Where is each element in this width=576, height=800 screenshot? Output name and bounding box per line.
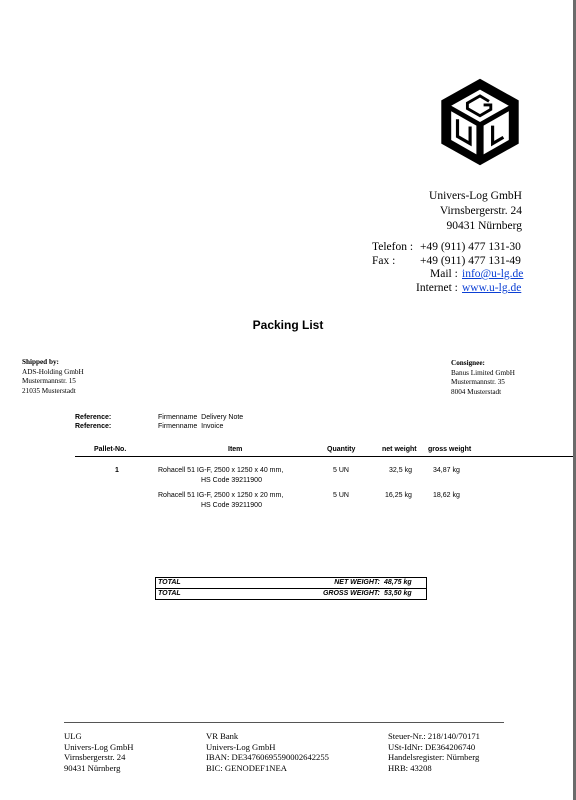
row-net-weight: 16,25 kg xyxy=(385,492,412,499)
pallet-number: 1 xyxy=(115,467,119,474)
footer-line: IBAN: DE34760695590002642255 xyxy=(206,752,329,762)
totals-row-net xyxy=(156,578,426,589)
reference-label: Reference: xyxy=(75,414,112,421)
footer-line: Univers-Log GmbH xyxy=(206,741,276,752)
footer-registry xyxy=(388,731,480,773)
header-divider xyxy=(75,456,573,457)
fax-value: +49 (911) 477 131-49 xyxy=(420,255,521,267)
consignee-street: Mustermannstr. 35 xyxy=(451,378,505,386)
footer-line: VR Bank xyxy=(206,731,239,741)
item-description: Rohacell 51 IG-F, 2500 x 1250 x 20 mm, xyxy=(158,492,284,499)
shipped-by-city: 21035 Musterstadt xyxy=(22,386,76,395)
header-item: Item xyxy=(228,446,243,453)
fax-label: Fax : xyxy=(372,255,396,267)
reference-label: Reference: xyxy=(75,423,112,430)
footer-line: Virnsbergerstr. 24 xyxy=(64,752,126,762)
header-quantity: Quantity xyxy=(327,446,356,453)
shipped-by-street: Mustermannstr. 15 xyxy=(22,377,76,385)
telefon-value: +49 (911) 477 131-30 xyxy=(420,241,521,253)
company-city: 90431 Nürnberg xyxy=(446,220,522,232)
reference-row xyxy=(75,413,243,422)
row-quantity: 5 UN xyxy=(333,467,349,474)
total-value: 48,75 kg xyxy=(384,579,412,586)
footer-line: Handelsregister: Nürnberg xyxy=(388,752,480,762)
row-gross-weight: 34,87 kg xyxy=(433,467,460,474)
footer-line: HRB: 43208 xyxy=(388,762,432,773)
consignee-label: Consignee: xyxy=(451,359,485,367)
document-title: Packing List xyxy=(252,318,324,332)
header-pallet-no: Pallet-No. xyxy=(94,446,127,453)
table-row-item xyxy=(158,466,328,486)
consignee-block xyxy=(451,359,515,397)
shipped-by-label: Shipped by: xyxy=(22,358,59,366)
item-hs-code: HS Code 39211900 xyxy=(201,477,262,484)
references xyxy=(75,413,243,431)
footer-bank xyxy=(206,731,329,773)
total-value: 53,50 kg xyxy=(384,590,412,597)
total-label: TOTAL xyxy=(158,579,181,586)
mail-label: Mail : xyxy=(430,268,458,280)
company-address xyxy=(429,189,522,234)
footer-divider xyxy=(64,722,504,723)
reference-value: Firmenname Delivery Note xyxy=(158,414,244,421)
reference-value: Firmenname Invoice xyxy=(158,423,224,430)
internet-link[interactable]: www.u-lg.de xyxy=(462,282,522,294)
footer-line: Steuer-Nr.: 218/140/70171 xyxy=(388,731,480,741)
total-key: NET WEIGHT: xyxy=(334,579,380,586)
item-description: Rohacell 51 IG-F, 2500 x 1250 x 40 mm, xyxy=(158,467,284,474)
item-hs-code: HS Code 39211900 xyxy=(201,502,262,509)
ulg-logo xyxy=(435,77,525,167)
telefon-label: Telefon : xyxy=(372,241,414,253)
mail-link[interactable]: info@u-lg.de xyxy=(462,268,524,280)
internet-label: Internet : xyxy=(416,282,458,294)
header-net-weight: net weight xyxy=(382,446,417,453)
shipped-by-block xyxy=(22,358,84,396)
shipped-by-name: ADS-Holding GmbH xyxy=(22,367,84,376)
company-name: Univers-Log GmbH xyxy=(429,190,522,202)
totals-row-gross xyxy=(156,589,426,599)
company-street: Virnsbergerstr. 24 xyxy=(439,205,522,217)
row-gross-weight: 18,62 kg xyxy=(433,492,460,499)
row-net-weight: 32,5 kg xyxy=(389,467,412,474)
row-quantity: 5 UN xyxy=(333,492,349,499)
footer-line: USt-IdNr: DE364206740 xyxy=(388,741,476,752)
footer-line: BIC: GENODEF1NEA xyxy=(206,762,287,773)
total-label: TOTAL xyxy=(158,590,181,597)
footer-line: ULG xyxy=(64,731,82,741)
footer-company xyxy=(64,731,133,773)
footer-line: 90431 Nürnberg xyxy=(64,762,121,773)
totals-box xyxy=(155,577,427,600)
footer-line: Univers-Log GmbH xyxy=(64,741,134,752)
total-key: GROSS WEIGHT: xyxy=(322,590,380,597)
consignee-name: Banus Limited GmbH xyxy=(451,368,515,377)
header-gross-weight: gross weight xyxy=(428,446,472,453)
table-row-item xyxy=(158,491,328,511)
reference-row xyxy=(75,422,243,431)
consignee-city: 8004 Musterstadt xyxy=(451,387,502,396)
